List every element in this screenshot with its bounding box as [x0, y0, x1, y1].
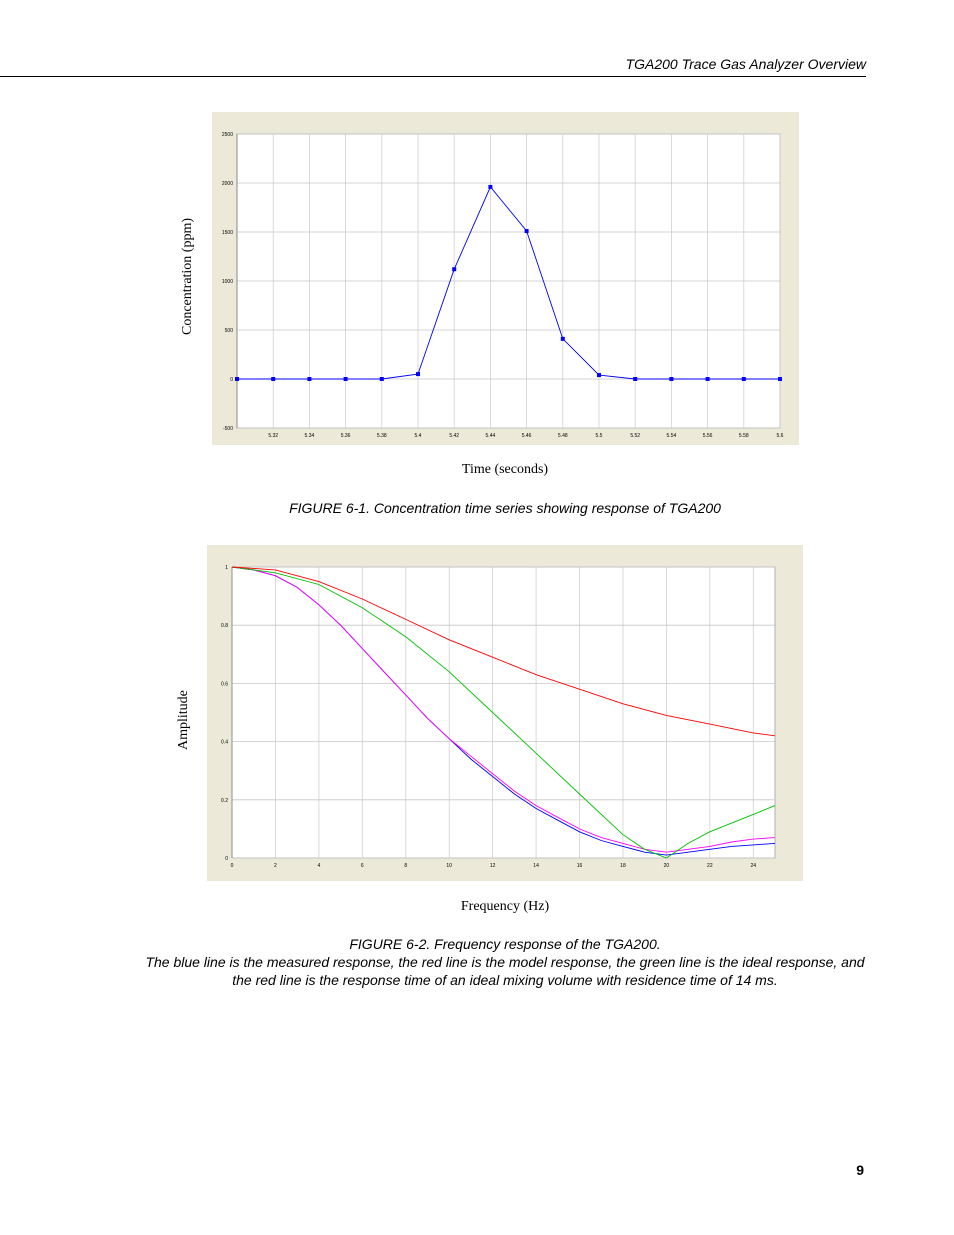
x-tick-label: 5.44 — [485, 433, 496, 439]
x-tick-label: 6 — [360, 863, 364, 869]
x-tick-label: 22 — [707, 863, 713, 869]
figure2-ylabel: Amplitude — [176, 690, 191, 750]
figure2-caption-body: The blue line is the measured response, the red line is the model response, the green line is the ideal response, and the red line is the response time of an ideal mixing volume with residence time of 14 ms. — [145, 954, 865, 988]
x-tick-label: 8 — [404, 863, 408, 869]
x-tick-label: 4 — [317, 863, 321, 869]
figure1-caption: FIGURE 6-1. Concentration time series showing response of TGA200 — [289, 500, 721, 516]
data-point — [706, 377, 710, 381]
y-tick-label: 1500 — [221, 230, 233, 236]
x-tick-label: 2 — [274, 863, 277, 869]
data-point — [669, 377, 673, 381]
data-point — [271, 377, 275, 381]
figure2-chart — [207, 545, 803, 881]
data-point — [344, 377, 348, 381]
x-tick-label: 5.52 — [630, 433, 641, 439]
figure2-xlabel: Frequency (Hz) — [460, 899, 550, 914]
plot-area — [232, 567, 775, 858]
data-point — [235, 377, 239, 381]
y-tick-label: -500 — [222, 426, 233, 432]
x-tick-label: 5.58 — [738, 433, 749, 439]
x-tick-label: 5.56 — [702, 433, 713, 439]
figure1-chart — [212, 112, 799, 445]
x-tick-label: 18 — [620, 863, 626, 869]
x-tick-label: 24 — [750, 863, 757, 869]
x-tick-label: 5.38 — [376, 433, 387, 439]
x-tick-label: 5.54 — [666, 433, 677, 439]
figure2-svg — [207, 545, 803, 881]
y-tick-label: 1 — [225, 565, 228, 571]
x-tick-label: 0 — [230, 863, 234, 869]
x-tick-label: 5.4 — [414, 433, 422, 439]
x-tick-label: 5.32 — [268, 433, 279, 439]
y-tick-label: 1000 — [221, 279, 233, 285]
page-number: 9 — [856, 1162, 864, 1178]
x-tick-label: 12 — [489, 863, 496, 869]
data-point — [488, 185, 492, 189]
figure1-ylabel: Concentration (ppm) — [180, 217, 195, 335]
y-tick-label: 0.8 — [221, 623, 228, 630]
page-header — [0, 56, 866, 77]
x-tick-label: 5.6 — [776, 433, 784, 439]
y-tick-label: 0 — [230, 377, 233, 383]
x-tick-label: 20 — [663, 863, 670, 869]
x-tick-label: 10 — [446, 863, 452, 869]
x-tick-label: 5.46 — [521, 433, 532, 439]
y-tick-label: 0.4 — [221, 739, 228, 746]
data-point — [561, 337, 565, 341]
x-tick-label: 5.34 — [304, 433, 315, 439]
data-point — [525, 229, 529, 233]
data-point — [778, 377, 782, 381]
data-point — [742, 377, 746, 381]
y-tick-label: 2000 — [221, 181, 233, 187]
data-point — [452, 267, 456, 271]
x-tick-label: 5.42 — [449, 433, 460, 439]
y-tick-label: 0.6 — [221, 681, 228, 688]
x-tick-label: 14 — [533, 863, 539, 869]
y-tick-label: 0.2 — [221, 797, 228, 804]
x-tick-label: 5.48 — [557, 433, 568, 439]
data-point — [633, 377, 637, 381]
data-point — [307, 377, 311, 381]
data-point — [380, 377, 384, 381]
y-tick-label: 2500 — [221, 132, 233, 138]
x-tick-label: 16 — [576, 863, 583, 869]
x-tick-label: 5.5 — [595, 433, 603, 439]
data-point — [416, 372, 420, 376]
figure2-caption-title: FIGURE 6-2. Frequency response of the TGA200. — [349, 936, 661, 952]
x-tick-label: 5.36 — [340, 433, 351, 439]
data-point — [597, 373, 601, 377]
running-title: TGA200 Trace Gas Analyzer Overview — [625, 56, 866, 72]
figure1-xlabel: Time (seconds) — [461, 462, 549, 477]
figure1-svg — [212, 112, 799, 445]
y-tick-label: 500 — [224, 328, 233, 334]
y-tick-label: 0 — [225, 856, 228, 862]
